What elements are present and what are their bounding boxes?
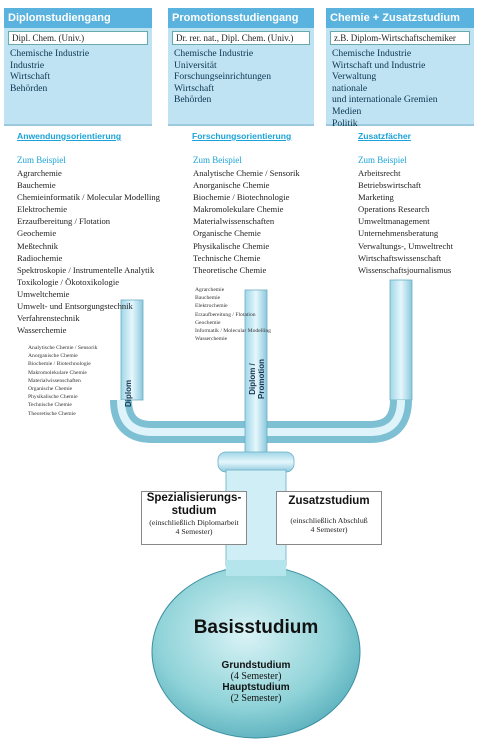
list-item: Behörden xyxy=(174,94,212,106)
pipe-label-diplom: Diplom xyxy=(124,379,133,407)
list-item: Unternehmensberatung xyxy=(358,228,439,239)
list-item: Wirtschaftswissenschaft xyxy=(358,252,442,263)
list-item: Operations Research xyxy=(358,204,430,215)
box-title: studium xyxy=(171,505,217,517)
list-item: Umwelt- und Entsorgungstechnik xyxy=(17,301,133,312)
panel-title: Promotionsstudiengang xyxy=(168,8,314,28)
list-item: Politik xyxy=(332,117,358,129)
list-item: Erzaufbereitung / Flotation xyxy=(17,216,111,227)
list-forschung xyxy=(193,167,300,276)
list-item: Verwaltungs-, Umweltrecht xyxy=(358,240,453,251)
list-item: Chemische Industrie xyxy=(174,48,254,59)
list-item: Forschungseinrichtungen xyxy=(174,71,271,83)
box-zusatzstudium xyxy=(276,491,382,545)
list-item: Umweltchemie xyxy=(17,288,70,299)
list-item: Biochemie / Biotechnologie xyxy=(28,361,91,368)
flask-title: Basisstudium xyxy=(193,617,319,638)
list-item: Elektrochemie xyxy=(195,303,228,310)
grundstudium-semester: (4 Semester) xyxy=(230,671,282,682)
panel-title: Diplomstudiengang xyxy=(4,8,152,28)
list-item: Wirtschaft xyxy=(174,82,215,94)
box-sub: (einschließlich Abschluß xyxy=(290,516,368,525)
panel-degree: Dr. rer. nat., Dipl. Chem. (Univ.) xyxy=(172,31,310,45)
panel-chemie-zusatzstudium xyxy=(326,8,474,129)
small-list-forschung xyxy=(195,286,271,343)
panel-degree: Dipl. Chem. (Univ.) xyxy=(8,31,148,45)
list-item: Agrarchemie xyxy=(195,287,225,293)
list-item: Analytische Chemie / Sensorik xyxy=(28,345,98,351)
box-spezialisierungsstudium xyxy=(141,491,247,545)
list-item: Verfahrenstechnik xyxy=(17,313,80,324)
list-item: Theoretische Chemie xyxy=(193,264,267,275)
pipe-label-line: Promotion xyxy=(257,359,266,399)
list-item: Erzaufbereitung / Flotation xyxy=(195,311,256,318)
list-item: Organische Chemie xyxy=(28,386,73,393)
list-item: Wirtschaft und Industrie xyxy=(332,59,426,71)
hauptstudium-semester: (2 Semester) xyxy=(230,693,282,704)
list-item: Makromolekulare Chemie xyxy=(28,369,87,376)
small-list-anwendung xyxy=(28,344,97,418)
hauptstudium-label: Hauptstudium xyxy=(222,682,290,693)
list-item: Chemische Industrie xyxy=(332,48,412,59)
list-item: Betriebswirtschaft xyxy=(358,180,422,191)
list-item: Medien xyxy=(332,105,362,117)
list-item: Verwaltung xyxy=(332,71,377,83)
list-item: Meßtechnik xyxy=(17,240,59,251)
list-item: Toxikologie / Ökotoxikologie xyxy=(17,276,120,287)
panel-diplomstudiengang xyxy=(4,8,152,126)
box-sub: (einschließlich Diplomarbeit xyxy=(149,518,239,527)
list-item: Informatik / Molecular Modelling xyxy=(195,328,271,335)
list-item: Bauchemie xyxy=(195,295,221,302)
list-item: Bauchemie xyxy=(17,180,56,191)
panel-degree: z.B. Diplom-Wirtschaftschemiker xyxy=(330,31,470,45)
list-item: Analytische Chemie / Sensorik xyxy=(193,168,300,178)
example-label-right: Zum Beispiel xyxy=(358,155,407,165)
list-item: Umweltmanagement xyxy=(358,216,430,227)
example-label-middle: Zum Beispiel xyxy=(193,155,242,165)
list-item: Makromolekulare Chemie xyxy=(193,204,284,215)
list-item: Technische Chemie xyxy=(28,402,72,409)
list-anwendung xyxy=(17,167,160,336)
flask-neck-join xyxy=(226,560,286,576)
heading-anwendungsorientierung: Anwendungsorientierung xyxy=(17,131,122,141)
list-item: Elektrochemie xyxy=(17,204,68,215)
list-item: nationale xyxy=(332,82,368,94)
grundstudium-label: Grundstudium xyxy=(221,660,291,671)
list-item: Chemieinformatik / Molecular Modelling xyxy=(17,192,160,203)
panel-list xyxy=(326,48,474,129)
pipe-label-diplom-promotion xyxy=(248,344,266,414)
list-item: Spektroskopie / Instrumentelle Analytik xyxy=(17,264,155,275)
panel-title: Chemie + Zusatzstudium xyxy=(326,8,474,28)
list-item: Behörden xyxy=(10,82,48,94)
example-label-left: Zum Beispiel xyxy=(17,155,66,165)
list-zusatzfaecher xyxy=(358,167,453,276)
flask-body xyxy=(152,566,360,738)
panel-promotionsstudiengang xyxy=(168,8,314,126)
list-item: Wasserchemie xyxy=(195,336,228,343)
list-item: Geochemie xyxy=(17,228,57,239)
list-item: Wasserchemie xyxy=(17,325,67,336)
list-item: Arbeitsrecht xyxy=(358,168,401,178)
list-item: Anorganische Chemie xyxy=(28,353,78,360)
box-sub: 4 Semester) xyxy=(175,527,213,536)
heading-forschungsorientierung: Forschungsorientierung xyxy=(192,131,292,141)
box-title: Spezialisierungs- xyxy=(146,492,242,504)
flask-collar xyxy=(218,452,294,472)
list-item: Materialwissenschaften xyxy=(28,377,81,384)
list-item: Chemische Industrie xyxy=(10,48,90,59)
list-item: Marketing xyxy=(358,192,394,203)
list-item: Biochemie / Biotechnologie xyxy=(193,192,290,203)
pipe-label-line: Diplom / xyxy=(248,363,257,395)
list-item: Materialwissenschaften xyxy=(193,216,275,227)
list-item: Organische Chemie xyxy=(193,228,261,239)
list-item: Theoretische Chemie xyxy=(28,410,76,417)
box-sub: 4 Semester) xyxy=(310,525,348,534)
list-item: und internationale Gremien xyxy=(332,94,438,106)
panel-list xyxy=(4,48,152,94)
list-item: Geochemie xyxy=(195,319,221,326)
box-title: Zusatzstudium xyxy=(288,495,370,507)
list-item: Industrie xyxy=(10,59,45,71)
heading-zusatzfaecher: Zusatzfächer xyxy=(358,131,412,141)
panel-list xyxy=(168,48,314,106)
list-item: Agrarchemie xyxy=(17,168,62,178)
list-item: Wirtschaft xyxy=(10,71,51,83)
flask-details xyxy=(190,660,322,704)
list-item: Physikalische Chemie xyxy=(28,394,78,401)
list-item: Anorganische Chemie xyxy=(193,180,270,191)
list-item: Physikalische Chemie xyxy=(193,240,270,251)
list-item: Universität xyxy=(174,59,217,71)
list-item: Technische Chemie xyxy=(193,252,261,263)
right-zusatz-pipe xyxy=(262,280,412,432)
list-item: Radiochemie xyxy=(17,252,63,263)
list-item: Wissenschaftsjournalismus xyxy=(358,264,452,275)
